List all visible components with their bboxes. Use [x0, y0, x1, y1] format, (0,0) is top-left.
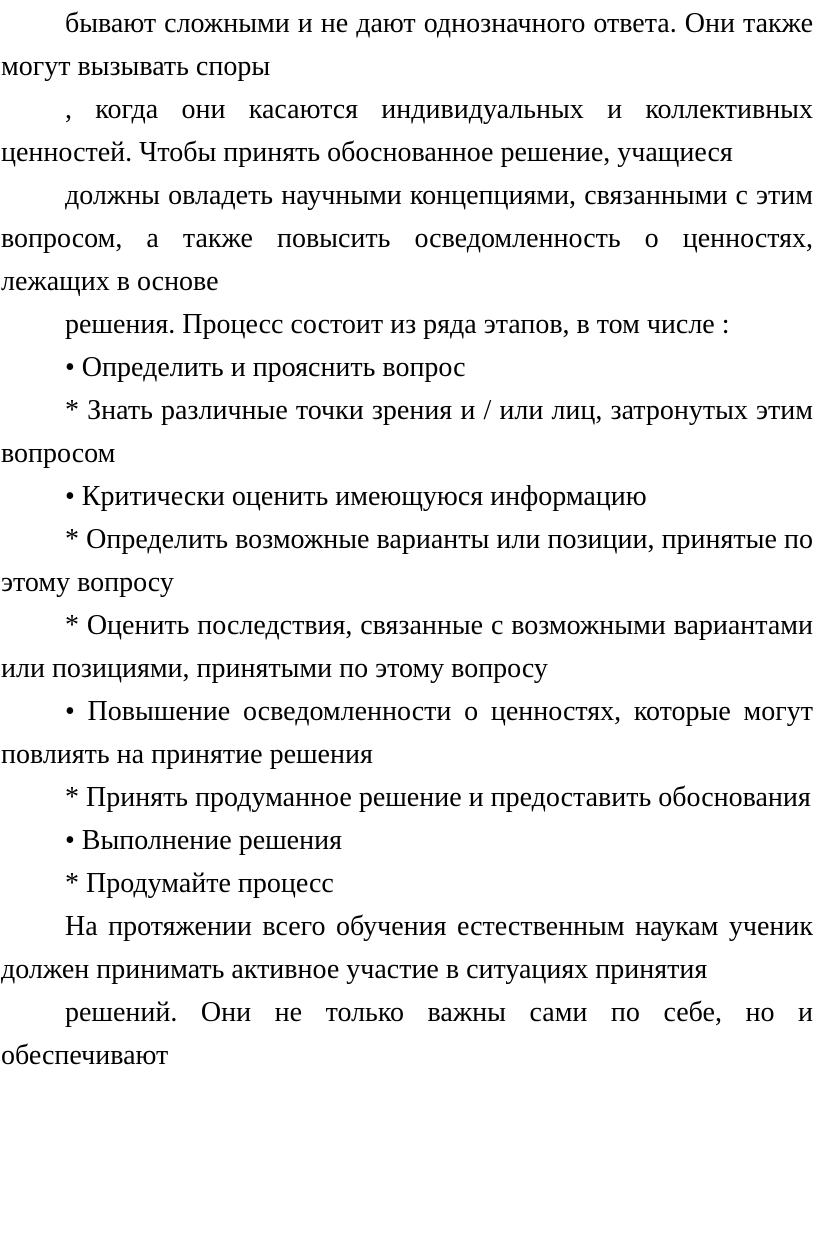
list-item-8: • Выполнение решения [65, 825, 342, 856]
paragraph-1: бывают сложными и не дают однозначного ответа. Они также могут вызывать споры [1, 8, 813, 82]
paragraph-4: решения. Процесс состоит из ряда этапов, в том числе : [65, 309, 730, 340]
list-item-9: * Продумайте процесс [65, 868, 334, 899]
paragraph-2: , когда они касаются индивидуальных и коллективных ценностей. Чтобы принять обоснованное решение, учащиеся [1, 94, 813, 168]
list-item-6: • Повышение осведомленности о ценностях, которые могут повлиять на принятие решения [1, 696, 813, 770]
paragraph-3: должны овладеть научными концепциями, связанными с этим вопросом, а также повысить осведомленность о ценностях, лежащих в основе [1, 180, 813, 297]
paragraph-5: На протяжении всего обучения естественным наукам ученик должен принимать активное участие в ситуациях принятия [1, 911, 813, 985]
list-item-5: * Оценить последствия, связанные с возможными вариантами или позициями, принятыми по этому вопросу [1, 610, 813, 684]
list-item-1: • Определить и прояснить вопрос [65, 352, 466, 383]
list-item-7: * Принять продуманное решение и предоставить обоснования [65, 782, 811, 813]
list-item-2: * Знать различные точки зрения и / или лиц, затронутых этим вопросом [1, 395, 813, 469]
list-item-4: * Определить возможные варианты или позиции, принятые по этому вопросу [1, 524, 813, 598]
list-item-3: • Критически оценить имеющуюся информацию [65, 481, 647, 512]
paragraph-6: решений. Они не только важны сами по себе, но и обеспечивают [1, 997, 813, 1071]
